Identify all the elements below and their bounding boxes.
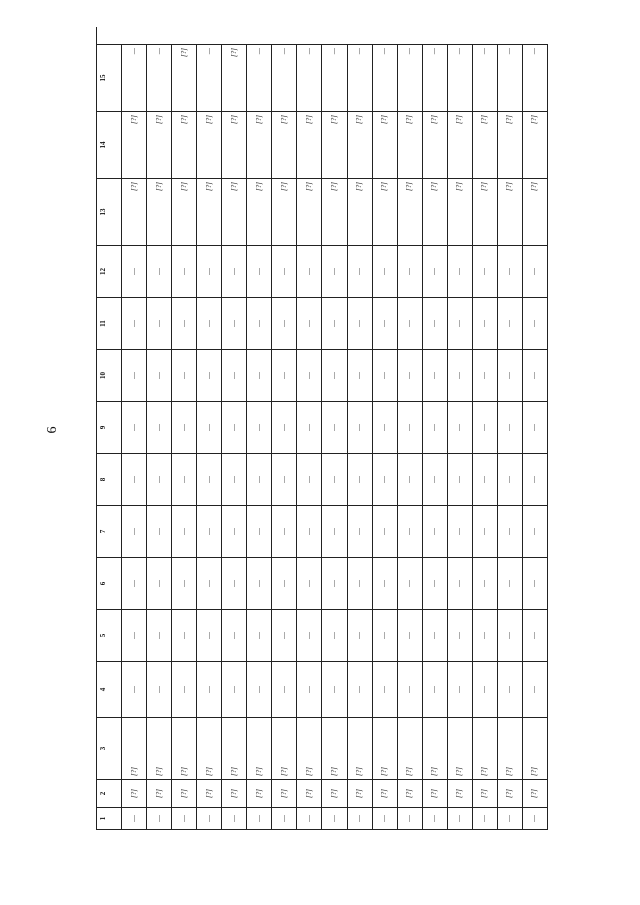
table-cell: — — [222, 297, 247, 349]
table-header-cell: 2 — [97, 779, 122, 807]
table-cell: — — [448, 44, 473, 111]
table-cell: [?] — [423, 779, 448, 807]
table-cell: — — [348, 44, 373, 111]
table-cell: [?] — [147, 178, 172, 245]
table-cell: — — [297, 349, 322, 401]
table-cell: — — [498, 297, 523, 349]
table-cell: — — [297, 401, 322, 453]
table-cell: [?] — [272, 717, 297, 779]
table-cell: [?] — [247, 717, 272, 779]
table-cell: — — [322, 609, 347, 661]
table-cell: [?] — [348, 717, 373, 779]
table-cell: — — [423, 453, 448, 505]
table-cell: [?] — [122, 779, 147, 807]
table-cell: — — [272, 807, 297, 829]
table-cell: — — [222, 661, 247, 717]
table-cell: — — [172, 453, 197, 505]
table-cell: — — [473, 297, 498, 349]
table-header-cell: 11 — [97, 297, 122, 349]
table-cell: — — [523, 505, 548, 557]
table-cell: — — [222, 505, 247, 557]
table-cell: — — [348, 557, 373, 609]
table-cell: — — [473, 661, 498, 717]
table-cell: — — [172, 505, 197, 557]
table-cell: — — [348, 609, 373, 661]
table-cell: — — [172, 349, 197, 401]
table-cell: [?] — [423, 717, 448, 779]
table-cell: — — [423, 349, 448, 401]
table-cell: [?] — [172, 44, 197, 111]
table-cell: — — [373, 807, 398, 829]
table-cell: — — [297, 44, 322, 111]
table-cell: — — [147, 401, 172, 453]
table-cell: — — [247, 401, 272, 453]
table-cell: — — [423, 297, 448, 349]
table-cell: [?] — [147, 717, 172, 779]
table-cell: — — [448, 505, 473, 557]
table-cell: [?] — [523, 178, 548, 245]
table-cell: [?] — [423, 178, 448, 245]
table-cell: — — [172, 245, 197, 297]
table-cell: — — [147, 44, 172, 111]
table-holder — [96, 27, 548, 830]
table-cell: — — [197, 453, 222, 505]
table-cell: — — [448, 297, 473, 349]
table-cell: — — [423, 44, 448, 111]
table-cell: — — [398, 245, 423, 297]
table-cell: — — [122, 44, 147, 111]
table-cell: — — [398, 557, 423, 609]
table-cell: — — [222, 401, 247, 453]
table-cell: — — [448, 349, 473, 401]
table-cell: — — [197, 297, 222, 349]
table-cell: — — [498, 44, 523, 111]
table-cell: — — [222, 557, 247, 609]
budget-table — [96, 27, 548, 830]
table-cell: — — [398, 609, 423, 661]
table-cell: — — [147, 557, 172, 609]
table-header-cell: 13 — [97, 178, 122, 245]
table-cell: [?] — [373, 111, 398, 178]
table-cell: [?] — [348, 779, 373, 807]
table-cell: [?] — [448, 111, 473, 178]
table-header-cell: 9 — [97, 401, 122, 453]
table-cell: — — [222, 245, 247, 297]
table-cell: — — [272, 661, 297, 717]
table-cell: — — [348, 505, 373, 557]
table-cell: — — [322, 245, 347, 297]
table-cell: — — [222, 609, 247, 661]
table-cell: — — [473, 557, 498, 609]
table-cell: — — [348, 807, 373, 829]
table-cell: — — [247, 297, 272, 349]
table-cell: [?] — [322, 779, 347, 807]
table-cell: — — [448, 661, 473, 717]
table-cell: — — [448, 401, 473, 453]
table-cell: [?] — [172, 111, 197, 178]
table-cell: [?] — [473, 717, 498, 779]
table-cell: — — [448, 453, 473, 505]
table-cell: [?] — [222, 779, 247, 807]
table-cell: [?] — [222, 44, 247, 111]
table-cell: — — [398, 401, 423, 453]
table-cell: — — [373, 349, 398, 401]
table-cell: — — [523, 297, 548, 349]
table-cell: — — [322, 349, 347, 401]
table-cell: [?] — [297, 717, 322, 779]
table-cell: — — [523, 401, 548, 453]
table-cell: [?] — [498, 779, 523, 807]
table-cell: — — [398, 807, 423, 829]
table-cell: [?] — [122, 717, 147, 779]
table-cell: — — [398, 453, 423, 505]
table-header-cell: 12 — [97, 245, 122, 297]
table-cell: — — [448, 807, 473, 829]
table-cell: — — [498, 349, 523, 401]
table-cell: [?] — [423, 111, 448, 178]
table-cell: — — [348, 401, 373, 453]
table-cell: — — [523, 557, 548, 609]
table-cell: — — [197, 609, 222, 661]
table-cell: — — [498, 661, 523, 717]
table-cell: [?] — [197, 111, 222, 178]
table-cell: [?] — [172, 717, 197, 779]
table-cell: [?] — [398, 178, 423, 245]
table-cell: [?] — [373, 779, 398, 807]
table-cell: — — [247, 609, 272, 661]
table-cell: [?] — [473, 779, 498, 807]
table-cell: — — [448, 557, 473, 609]
table-cell: [?] — [448, 779, 473, 807]
table-cell: — — [322, 557, 347, 609]
table-cell: — — [172, 401, 197, 453]
table-cell: — — [523, 609, 548, 661]
table-cell: — — [272, 453, 297, 505]
table-cell: — — [247, 557, 272, 609]
table-cell: — — [348, 297, 373, 349]
table-cell: — — [373, 557, 398, 609]
table-cell: — — [423, 245, 448, 297]
table-cell: [?] — [222, 111, 247, 178]
table-cell: [?] — [297, 178, 322, 245]
table-cell: — — [423, 505, 448, 557]
table-cell: — — [197, 349, 222, 401]
table-cell: — — [448, 609, 473, 661]
table-cell: — — [197, 44, 222, 111]
table-cell: — — [473, 44, 498, 111]
table-cell: — — [147, 297, 172, 349]
table-cell: — — [247, 661, 272, 717]
table-cell: — — [247, 245, 272, 297]
table-cell: — — [498, 401, 523, 453]
table-cell: — — [297, 453, 322, 505]
table-cell: [?] — [448, 178, 473, 245]
table-cell: — — [423, 609, 448, 661]
table-header-cell: 3 — [97, 717, 122, 779]
table-cell: — — [272, 44, 297, 111]
table-cell: — — [297, 661, 322, 717]
table-cell: [?] — [523, 779, 548, 807]
table-cell: — — [222, 453, 247, 505]
table-cell: — — [247, 807, 272, 829]
table-cell: — — [172, 557, 197, 609]
table-cell: — — [297, 807, 322, 829]
page-number: 6 — [45, 426, 60, 434]
table-cell: [?] — [348, 178, 373, 245]
table-cell: — — [423, 401, 448, 453]
table-cell: — — [297, 505, 322, 557]
table-header-cell: 1 — [97, 807, 122, 829]
table-cell: — — [297, 557, 322, 609]
table-cell: — — [197, 505, 222, 557]
table-cell: — — [523, 661, 548, 717]
table-cell: — — [348, 245, 373, 297]
table-cell: — — [222, 349, 247, 401]
table-cell: [?] — [122, 111, 147, 178]
table-header-cell: 6 — [97, 557, 122, 609]
table-cell: — — [373, 453, 398, 505]
table-cell: — — [373, 401, 398, 453]
table-cell: [?] — [197, 717, 222, 779]
table-cell: [?] — [297, 779, 322, 807]
table-cell: [?] — [473, 178, 498, 245]
table-cell: — — [272, 349, 297, 401]
table-cell: — — [473, 349, 498, 401]
table-cell: — — [348, 349, 373, 401]
table-cell: [?] — [523, 717, 548, 779]
table-cell: — — [322, 297, 347, 349]
table-cell: — — [322, 661, 347, 717]
table-cell: — — [473, 505, 498, 557]
table-cell: — — [498, 453, 523, 505]
table-cell: — — [197, 807, 222, 829]
table-cell: — — [448, 245, 473, 297]
table-cell: — — [247, 349, 272, 401]
table-cell: — — [122, 453, 147, 505]
table-cell: [?] — [322, 111, 347, 178]
table-cell: [?] — [373, 717, 398, 779]
table-cell: [?] — [348, 111, 373, 178]
table-cell: — — [322, 401, 347, 453]
table-cell: [?] — [247, 111, 272, 178]
table-header-cell: 4 — [97, 661, 122, 717]
table-cell: — — [398, 44, 423, 111]
table-cell: — — [498, 505, 523, 557]
table-cell: — — [122, 807, 147, 829]
table-cell: [?] — [498, 178, 523, 245]
table-cell: — — [147, 245, 172, 297]
table-cell: [?] — [172, 779, 197, 807]
table-cell: — — [523, 245, 548, 297]
table-cell: — — [473, 245, 498, 297]
table-cell: — — [373, 609, 398, 661]
table-cell: — — [373, 661, 398, 717]
table-header-cell: 15 — [97, 44, 122, 111]
table-cell: — — [423, 557, 448, 609]
table-cell: [?] — [222, 178, 247, 245]
table-cell: — — [197, 401, 222, 453]
table-cell: — — [122, 349, 147, 401]
table-cell: [?] — [398, 111, 423, 178]
table-cell: [?] — [247, 178, 272, 245]
table-cell: — — [423, 661, 448, 717]
table-cell: — — [297, 609, 322, 661]
table-cell: [?] — [197, 178, 222, 245]
table-cell: — — [122, 661, 147, 717]
table-cell: — — [122, 297, 147, 349]
table-cell: [?] — [322, 717, 347, 779]
table-cell: — — [498, 557, 523, 609]
table-cell: — — [247, 44, 272, 111]
table-cell: — — [473, 807, 498, 829]
table-cell: — — [122, 609, 147, 661]
table-cell: — — [398, 349, 423, 401]
table-cell: — — [398, 505, 423, 557]
table-cell: — — [272, 297, 297, 349]
table-cell: — — [172, 609, 197, 661]
table-cell: [?] — [498, 717, 523, 779]
table-cell: — — [523, 453, 548, 505]
table-cell: — — [272, 401, 297, 453]
table-cell: — — [122, 401, 147, 453]
table-cell: [?] — [147, 779, 172, 807]
table-cell: [?] — [473, 111, 498, 178]
table-cell: — — [498, 807, 523, 829]
table-cell: — — [147, 609, 172, 661]
table-cell: — — [473, 453, 498, 505]
table-cell: — — [322, 505, 347, 557]
table-cell: — — [147, 505, 172, 557]
table-cell: — — [322, 44, 347, 111]
table-cell: — — [247, 453, 272, 505]
table-cell: — — [172, 807, 197, 829]
table-cell: [?] — [322, 178, 347, 245]
table-cell: — — [147, 349, 172, 401]
table-cell: — — [398, 297, 423, 349]
table-cell: — — [473, 401, 498, 453]
table-cell: [?] — [398, 717, 423, 779]
table-cell: — — [297, 297, 322, 349]
table-cell: — — [523, 44, 548, 111]
table-cell: — — [322, 453, 347, 505]
table-cell: [?] — [398, 779, 423, 807]
table-cell: [?] — [523, 111, 548, 178]
table-cell: — — [523, 807, 548, 829]
table-cell: — — [197, 245, 222, 297]
table-header-cell: 8 — [97, 453, 122, 505]
table-cell: [?] — [272, 111, 297, 178]
table-cell: — — [498, 245, 523, 297]
table-cell: [?] — [172, 178, 197, 245]
table-cell: — — [322, 807, 347, 829]
table-cell: — — [247, 505, 272, 557]
table-header-cell: 7 — [97, 505, 122, 557]
table-cell: — — [147, 661, 172, 717]
table-header-cell: 10 — [97, 349, 122, 401]
table-cell: [?] — [122, 178, 147, 245]
table-cell: — — [172, 661, 197, 717]
table-cell: [?] — [498, 111, 523, 178]
table-cell: — — [272, 245, 297, 297]
table-header-cell: 14 — [97, 111, 122, 178]
table-cell: — — [373, 245, 398, 297]
table-cell: — — [348, 661, 373, 717]
table-cell: [?] — [272, 178, 297, 245]
table-cell: [?] — [448, 717, 473, 779]
table-cell: — — [122, 505, 147, 557]
table-header-cell: 5 — [97, 609, 122, 661]
table-cell: — — [523, 349, 548, 401]
table-cell: [?] — [197, 779, 222, 807]
table-cell: [?] — [297, 111, 322, 178]
table-cell: [?] — [147, 111, 172, 178]
table-cell: — — [122, 245, 147, 297]
table-cell: — — [222, 807, 247, 829]
table-cell: [?] — [373, 178, 398, 245]
table-cell: — — [423, 807, 448, 829]
table-cell: [?] — [272, 779, 297, 807]
table-cell: — — [197, 661, 222, 717]
table-cell: — — [147, 807, 172, 829]
table-cell: — — [373, 44, 398, 111]
table-cell: [?] — [247, 779, 272, 807]
table-cell: — — [297, 245, 322, 297]
table-cell: — — [272, 557, 297, 609]
table-cell: — — [197, 557, 222, 609]
table-cell: — — [348, 453, 373, 505]
table-cell: — — [147, 453, 172, 505]
table-cell: — — [172, 297, 197, 349]
table-cell: — — [122, 557, 147, 609]
table-cell: — — [398, 661, 423, 717]
table-cell: — — [373, 297, 398, 349]
table-cell: — — [498, 609, 523, 661]
table-cell: — — [373, 505, 398, 557]
table-cell: — — [473, 609, 498, 661]
table-cell: — — [272, 609, 297, 661]
table-cell: — — [272, 505, 297, 557]
table-cell: [?] — [222, 717, 247, 779]
